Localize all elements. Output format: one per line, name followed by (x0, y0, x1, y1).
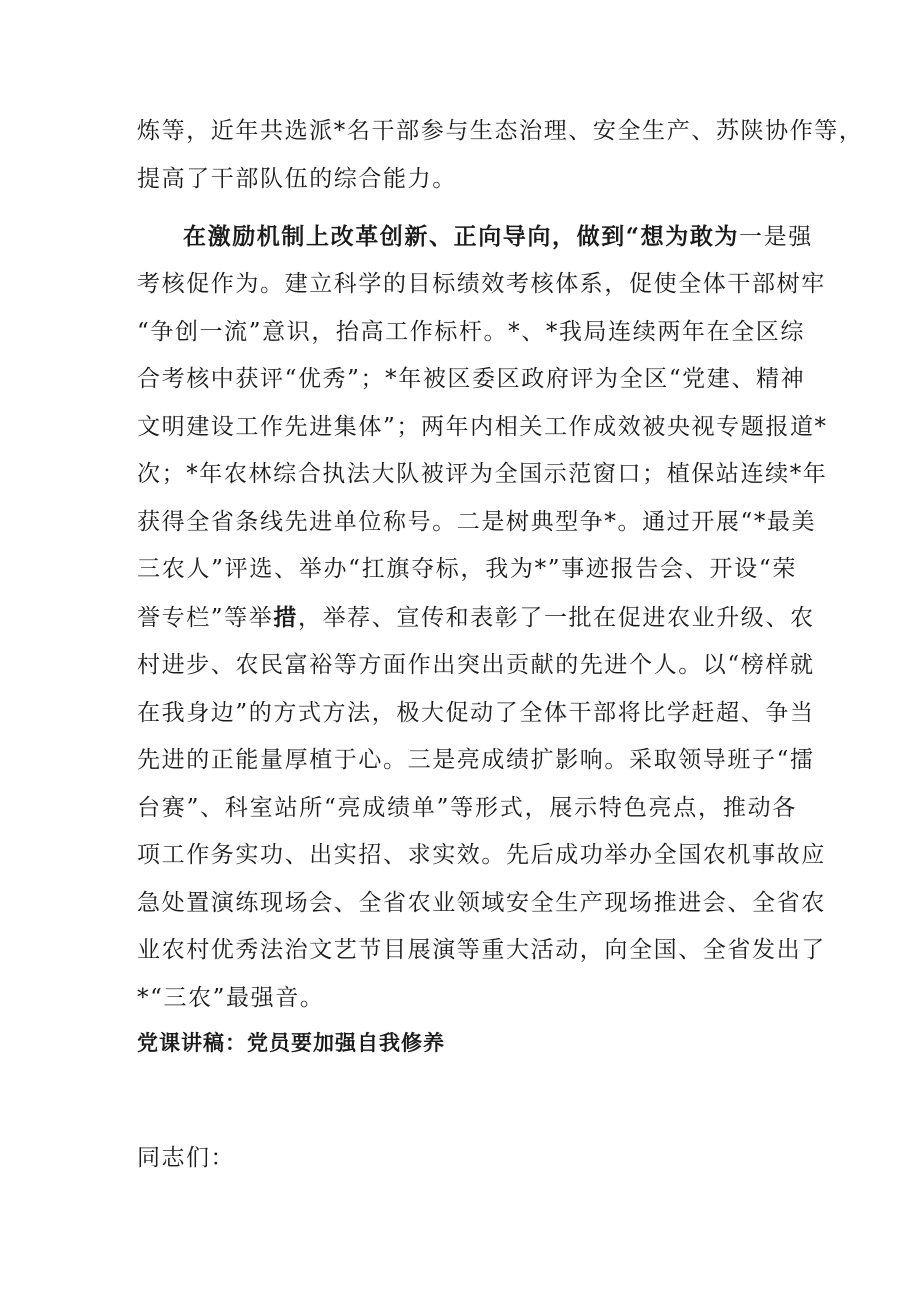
paragraph-line: 村进步、农民富裕等方面作出突出贡献的先进个人。以“榜样就 (137, 652, 815, 678)
paragraph-line: “争创一流”意识，抬高工作标杆。*、*我局连续两年在全区综 (137, 319, 805, 345)
paragraph-line: *“三农”最强音。 (137, 985, 325, 1011)
paragraph-line: 文明建设工作先进集体”；两年内相关工作成效被央视专题报道* (137, 414, 828, 440)
paragraph-line: 业农村优秀法治文艺节目展演等重大活动，向全国、全省发出了 (137, 937, 826, 963)
bold-lead-text: 在激励机制上改革创新、正向导向，做到“想为敢为 (183, 223, 740, 250)
paragraph-line (137, 603, 815, 633)
paragraph-lead-line (183, 222, 813, 252)
paragraph-line: 台赛”、科室站所“亮成绩单”等形式，展示特色亮点，推动各 (137, 795, 797, 821)
paragraph-line: 先进的正能量厚植于心。三是亮成绩扩影响。采取领导班子“擂 (137, 747, 815, 773)
paragraph-line: 炼等，近年共选派*名干部参与生态治理、安全生产、苏陕协作等， (137, 118, 864, 144)
paragraph-line: 项工作务实功、出实招、求实效。先后成功举办全国农机事故应 (137, 842, 826, 868)
paragraph-line: 在我身边”的方式方法，极大促动了全体干部将比学赶超、争当 (137, 700, 815, 726)
line-text-segment: ，举荐、宣传和表彰了一批在促进农业升级、农 (297, 605, 815, 631)
section-heading: 党课讲稿：党员要加强自我修养 (137, 1031, 445, 1055)
paragraph-line: 考核促作为。建立科学的目标绩效考核体系，促使全体干部树牢 (137, 271, 826, 297)
paragraph-line: 合考核中获评“优秀”；*年被区委区政府评为全区“党建、精神 (137, 366, 806, 392)
lead-rest-text: 一是强 (739, 224, 813, 250)
paragraph-line: 急处置演练现场会、全省农业领域安全生产现场推进会、全省农 (137, 890, 826, 916)
line-text-segment: 誉专栏”等举 (137, 605, 274, 631)
bold-text-segment: 措 (273, 604, 298, 631)
paragraph-line: 获得全省条线先进单位称号。二是树典型争*。通过开展“*最美 (137, 509, 817, 535)
paragraph-line: 三农人”评选、举办“扛旗夺标，我为*”事迹报告会、开设“荣 (137, 556, 797, 582)
paragraph-line: 提高了干部队伍的综合能力。 (137, 166, 457, 192)
paragraph-line: 次；*年农林综合执法大队被评为全国示范窗口；植保站连续*年 (137, 461, 828, 487)
greeting-text: 同志们： (137, 1145, 235, 1171)
